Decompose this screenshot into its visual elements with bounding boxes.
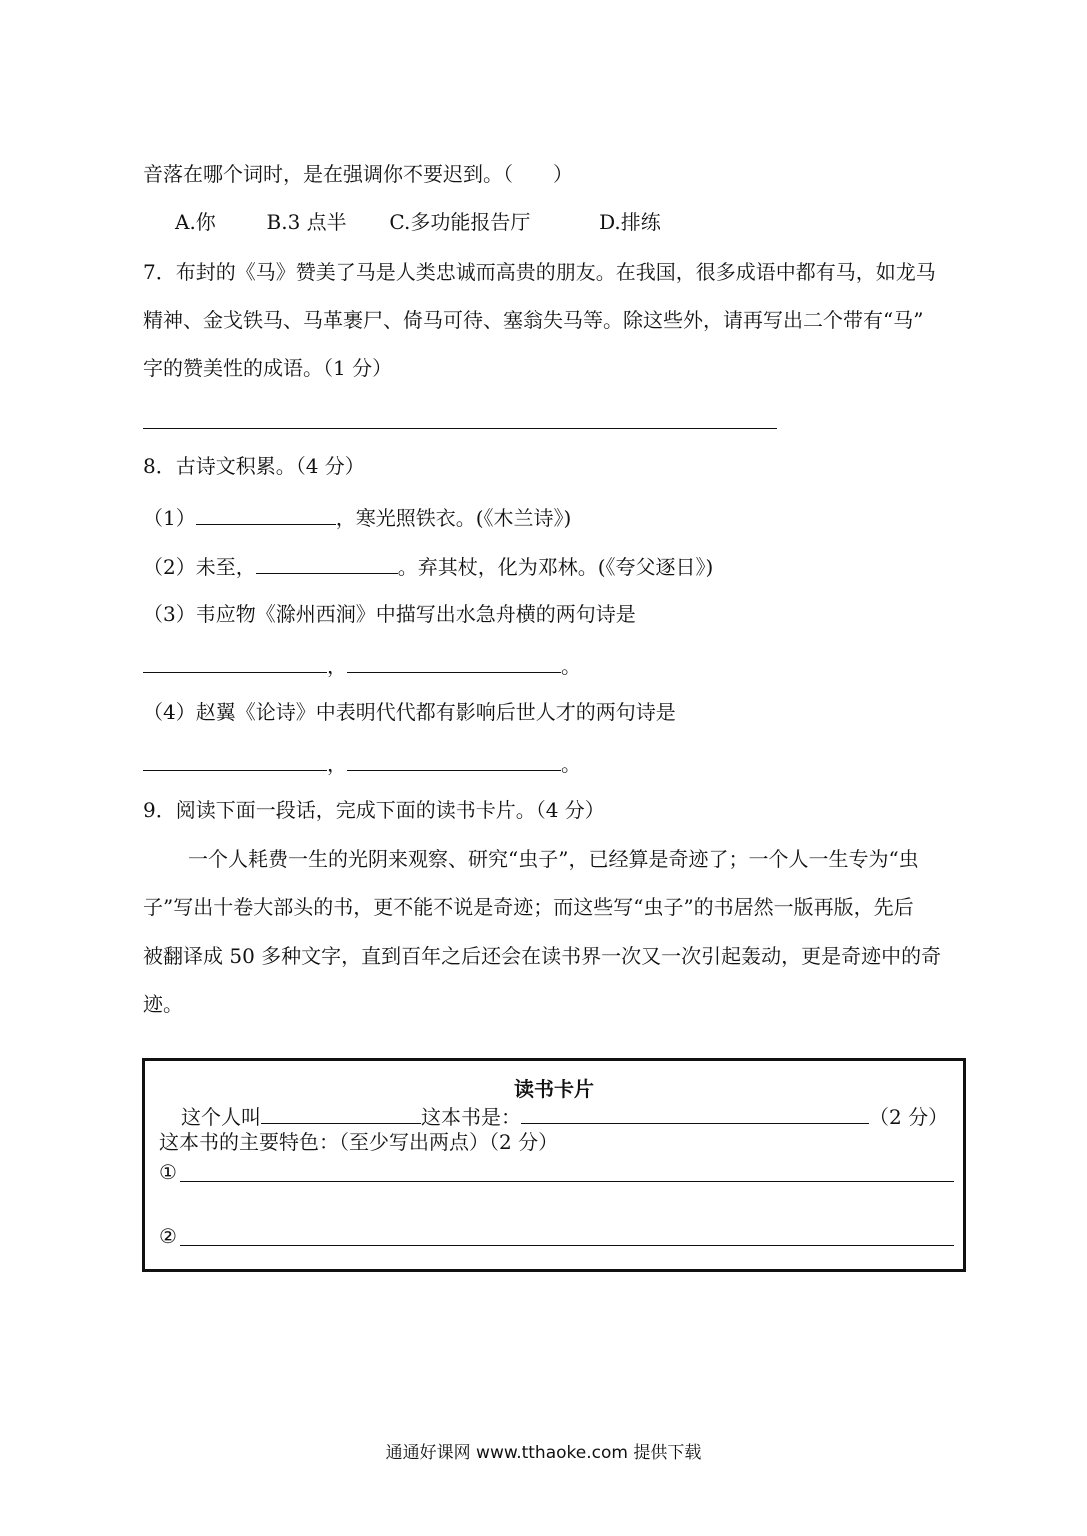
card-title: 读书卡片 xyxy=(514,1077,594,1101)
q7-line-1: 7．布封的《马》赞美了马是人类忠诚而高贵的朋友。在我国，很多成语中都有马，如龙马 xyxy=(143,260,936,284)
option-c: C.多功能报告厅 xyxy=(389,210,531,234)
comma: ， xyxy=(327,654,347,678)
card-answer-line-2[interactable] xyxy=(180,1245,954,1246)
q7-line-3: 字的赞美性的成语。（1 分） xyxy=(143,356,393,380)
q8-part-1-suffix: ，寒光照铁衣。(《木兰诗》) xyxy=(335,506,572,530)
q9-paragraph-line-1: 一个人耗费一生的光阴来观察、研究“虫子”，已经算是奇迹了；一个人一生专为“虫 xyxy=(188,847,919,871)
reading-card xyxy=(142,1058,966,1272)
person-name-blank[interactable] xyxy=(261,1101,421,1124)
option-a: A.你 xyxy=(175,210,216,234)
q9-paragraph-line-2: 子”写出十卷大部头的书，更不能不说是奇迹；而这些写“虫子”的书居然一版再版，先后 xyxy=(143,895,914,919)
comma: ， xyxy=(327,752,347,776)
q8-part-2 xyxy=(143,551,713,581)
book-label: 这本书是： xyxy=(421,1105,521,1129)
period: 。 xyxy=(561,752,581,776)
q8-title: 8．古诗文积累。（4 分） xyxy=(143,454,365,478)
q8-blank-3b[interactable] xyxy=(347,650,561,673)
q8-blank-4a[interactable] xyxy=(143,748,327,771)
q8-part-4-answers xyxy=(143,748,581,778)
q9-paragraph-line-3: 被翻译成 50 多种文字，直到百年之后还会在读书界一次又一次引起轰动，更是奇迹中的奇 xyxy=(143,944,942,968)
q9-paragraph-line-4: 迹。 xyxy=(143,992,183,1016)
option-d: D.排练 xyxy=(599,210,661,234)
q8-part-3-answers xyxy=(143,650,581,680)
card-features-label: 这本书的主要特色：（至少写出两点）（2 分） xyxy=(159,1130,559,1154)
q8-blank-4b[interactable] xyxy=(347,748,561,771)
card-item-1-marker: ① xyxy=(159,1160,177,1184)
q8-part-1-prefix: （1） xyxy=(143,506,196,530)
q9-title: 9．阅读下面一段话，完成下面的读书卡片。（4 分） xyxy=(143,798,605,822)
person-label: 这个人叫 xyxy=(181,1105,261,1129)
q8-part-4: （4）赵翼《论诗》中表明代代都有影响后世人才的两句诗是 xyxy=(143,700,676,724)
q8-part-3: （3）韦应物《滁州西涧》中描写出水急舟横的两句诗是 xyxy=(143,602,636,626)
q6-text: 音落在哪个词时，是在强调你不要迟到。（ ） xyxy=(143,162,573,186)
card-answer-line-1[interactable] xyxy=(180,1181,954,1182)
card-item-2-marker: ② xyxy=(159,1224,177,1248)
book-name-blank[interactable] xyxy=(521,1101,869,1124)
q7-line-2: 精神、金戈铁马、马革裹尸、倚马可待、塞翁失马等。除这些外，请再写出二个带有“马” xyxy=(143,308,924,332)
q8-blank-3a[interactable] xyxy=(143,650,327,673)
period: 。 xyxy=(561,654,581,678)
q7-answer-line[interactable] xyxy=(143,428,777,429)
q8-part-2-prefix: （2）未至， xyxy=(143,555,256,579)
q8-part-1 xyxy=(143,502,571,532)
q8-part-2-suffix: 。弃其杖，化为邓林。(《夸父逐日》) xyxy=(397,555,714,579)
page-footer: 通通好课网 www.tthaoke.com 提供下载 xyxy=(385,1443,702,1463)
q8-blank-1[interactable] xyxy=(196,502,336,525)
option-b: B.3 点半 xyxy=(266,210,347,234)
score-label: （2 分） xyxy=(869,1105,949,1129)
q8-blank-2[interactable] xyxy=(256,551,398,574)
q6-options xyxy=(175,208,661,236)
card-row-person-book xyxy=(181,1101,948,1130)
